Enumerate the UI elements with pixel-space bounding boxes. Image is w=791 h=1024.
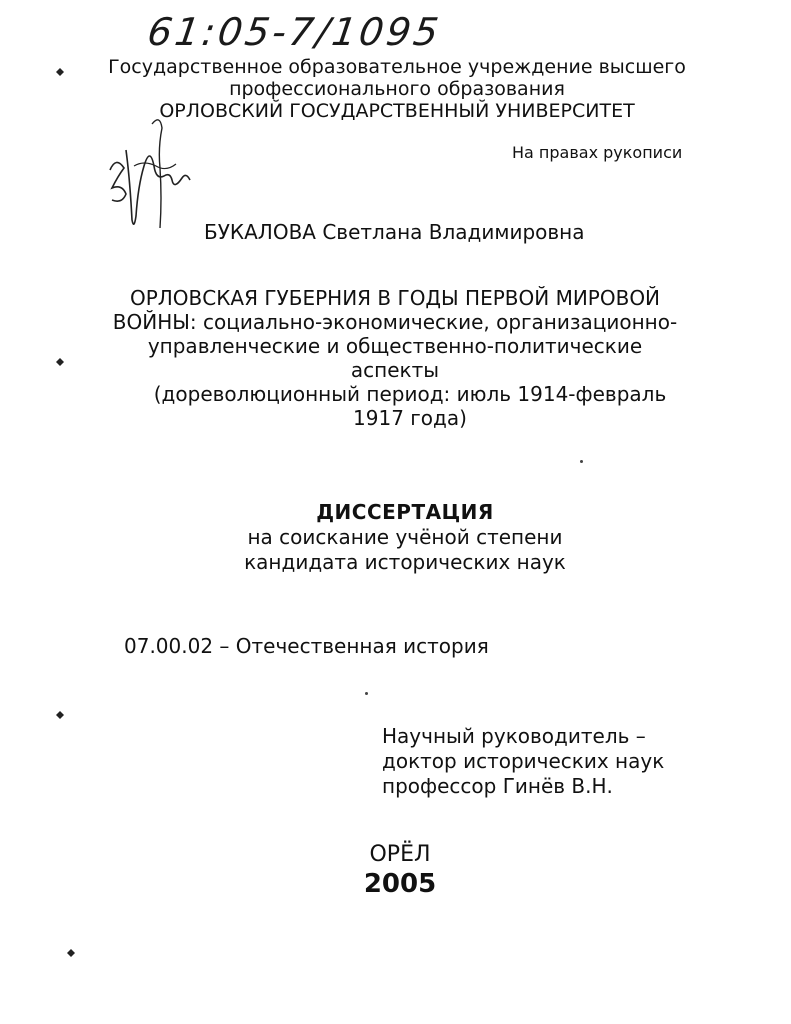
title-line-3: управленческие и общественно-политические <box>147 334 643 358</box>
title-line-2: ВОЙНЫ: социально-экономические, организационно- <box>112 310 678 334</box>
title-line-1: ОРЛОВСКАЯ ГУБЕРНИЯ В ГОДЫ ПЕРВОЙ МИРОВОЙ <box>129 286 661 310</box>
degree-line-3: кандидата исторических наук <box>244 550 566 574</box>
institution-line-2: профессионального образования <box>229 78 565 100</box>
signature-icon <box>100 110 210 240</box>
title-line-4: аспекты <box>350 358 440 382</box>
university-name: ОРЛОВСКИЙ ГОСУДАРСТВЕННЫЙ УНИВЕРСИТЕТ <box>159 100 635 122</box>
degree-line-2: на соискание учёной степени <box>247 525 563 549</box>
supervisor-line-2: доктор исторических наук <box>382 749 665 773</box>
binding-hole-icon <box>55 710 65 720</box>
binding-hole-icon <box>66 948 76 958</box>
archive-code-handwritten: 61:05-7/1095 <box>144 10 445 54</box>
binding-hole-icon <box>55 67 65 77</box>
scan-speck <box>580 460 583 463</box>
institution-line-1: Государственное образовательное учреждение высшего <box>108 56 686 78</box>
dissertation-title <box>85 286 705 382</box>
city: ОРЁЛ <box>369 842 431 867</box>
supervisor-line-3: профессор Гинёв В.Н. <box>382 774 613 798</box>
degree-title: ДИССЕРТАЦИЯ <box>316 500 494 524</box>
specialty-code: 07.00.02 – Отечественная история <box>124 634 489 658</box>
title-period <box>110 382 710 430</box>
binding-hole-icon <box>55 357 65 367</box>
period-line-1: (дореволюционный период: июль 1914-февраль <box>153 382 667 406</box>
city-year <box>330 842 470 899</box>
scan-speck <box>365 692 368 695</box>
period-line-2: 1917 года) <box>353 406 467 430</box>
author-name: БУКАЛОВА Светлана Владимировна <box>204 220 585 244</box>
supervisor-line-1: Научный руководитель – <box>382 724 646 748</box>
year: 2005 <box>363 869 437 899</box>
degree-block <box>160 500 650 575</box>
supervisor-block <box>382 724 664 799</box>
manuscript-note: На правах рукописи <box>512 143 683 162</box>
